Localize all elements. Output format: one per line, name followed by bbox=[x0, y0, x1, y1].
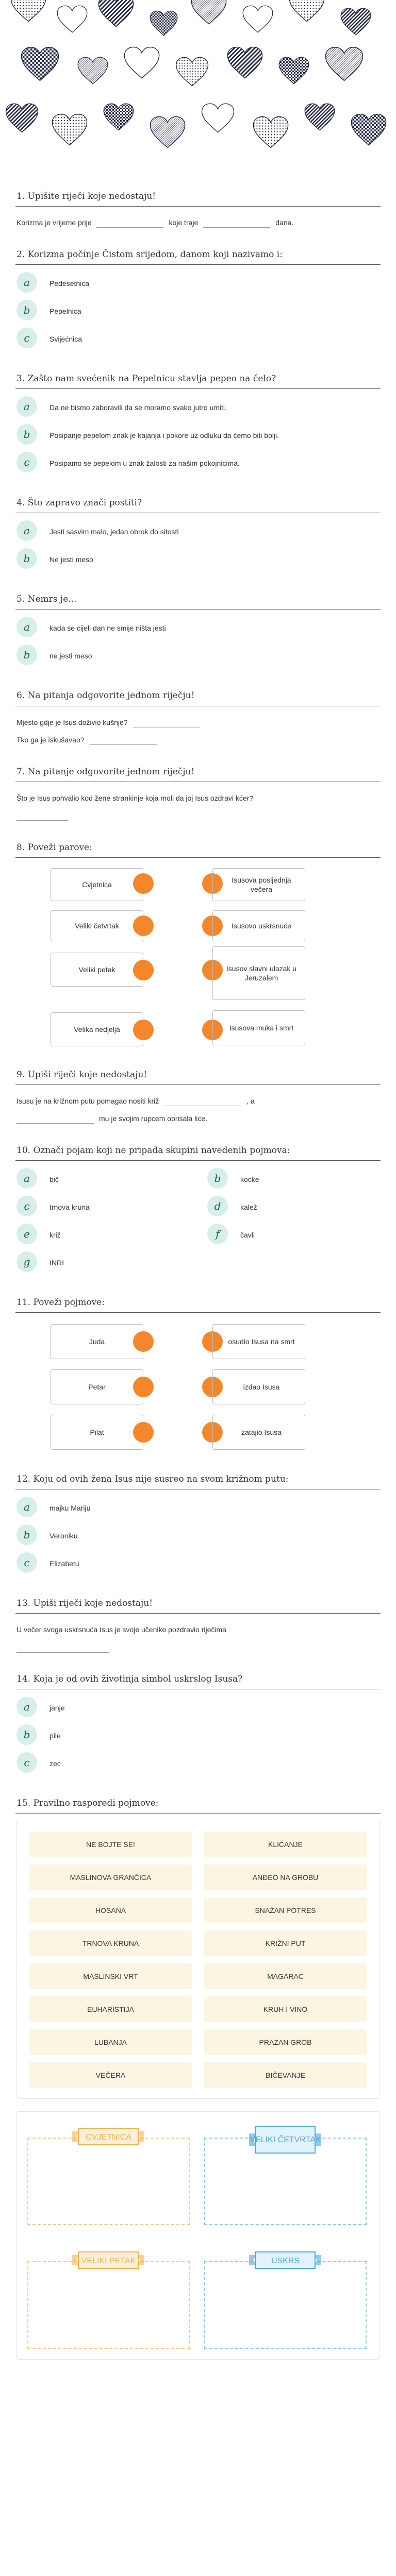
option-letter[interactable]: c bbox=[16, 1552, 37, 1573]
question-title: 2. Korizma počinje Čistom srijedom, danom koji nazivamo i: bbox=[15, 246, 381, 265]
match-left-item[interactable]: Petar bbox=[51, 1369, 143, 1404]
question-title: 15. Pravilno rasporedi pojmove: bbox=[15, 1794, 381, 1814]
question-text: dana. bbox=[275, 218, 294, 227]
question-13 bbox=[15, 1585, 381, 1661]
match-right-item[interactable]: Isusova posljednja večera bbox=[212, 868, 305, 901]
match-row bbox=[16, 1320, 380, 1365]
option-letter[interactable]: a bbox=[16, 272, 37, 293]
draggable-term[interactable]: KLICANJE bbox=[204, 1832, 367, 1857]
draggable-term[interactable]: MASLINOVA GRANČICA bbox=[29, 1865, 192, 1890]
option-text: čavli bbox=[240, 1230, 255, 1239]
hearts-header-image bbox=[0, 0, 396, 178]
draggable-term[interactable]: ANĐEO NA GROBU bbox=[204, 1865, 367, 1890]
answer-option[interactable] bbox=[16, 1251, 187, 1272]
option-text: Pepelnica bbox=[50, 307, 81, 316]
match-row bbox=[16, 903, 380, 946]
draggable-term[interactable]: KRIŽNI PUT bbox=[204, 1930, 367, 1956]
worksheet bbox=[15, 178, 381, 2385]
match-right-item[interactable]: izdao Isusa bbox=[212, 1369, 305, 1404]
answer-option[interactable] bbox=[16, 617, 380, 637]
draggable-term[interactable]: HOSANA bbox=[29, 1897, 192, 1923]
option-letter[interactable]: b bbox=[16, 424, 37, 445]
blank-input[interactable] bbox=[96, 218, 163, 228]
answer-option[interactable] bbox=[16, 548, 380, 569]
term-bank bbox=[16, 1821, 380, 2099]
question-text: Što je Isus pohvalio kod žene strankinje koja moli da joj Isus ozdravi kćer? bbox=[16, 793, 254, 802]
question-title: 11. Poveži pojmove: bbox=[15, 1294, 381, 1313]
option-text: Svijećnica bbox=[50, 335, 82, 344]
option-text: kada se cijeli dan ne smije ništa jesti bbox=[50, 624, 166, 633]
option-text: janje bbox=[50, 1704, 65, 1713]
question-5 bbox=[15, 581, 381, 677]
question-title: 12. Koju od ovih žena Isus nije susreo na svom križnom putu: bbox=[15, 1470, 381, 1489]
question-title: 9. Upiši riječi koje nedostaju! bbox=[15, 1066, 381, 1085]
match-left-item[interactable]: Velika nedjelja bbox=[51, 1012, 143, 1046]
option-letter[interactable]: b bbox=[16, 548, 37, 569]
match-left-item[interactable]: Pilat bbox=[51, 1415, 143, 1450]
draggable-term[interactable]: SNAŽAN POTRES bbox=[204, 1897, 367, 1923]
question-3 bbox=[15, 361, 381, 485]
answer-option[interactable] bbox=[16, 1552, 380, 1573]
option-text: INRI bbox=[50, 1258, 64, 1267]
option-letter[interactable]: a bbox=[16, 396, 37, 417]
question-text: , a bbox=[246, 1096, 255, 1105]
question-10 bbox=[15, 1132, 381, 1284]
option-letter[interactable]: c bbox=[16, 328, 37, 348]
question-title: 5. Nemrs je... bbox=[15, 590, 381, 609]
match-dot[interactable] bbox=[133, 1331, 154, 1352]
blank-input[interactable] bbox=[203, 218, 270, 228]
draggable-term[interactable]: MASLINSKI VRT bbox=[29, 1963, 192, 1989]
match-dot[interactable] bbox=[133, 916, 154, 936]
option-text: Jesti sasvim malo, jedan obrok do sitosti bbox=[50, 528, 179, 536]
question-title: 4. Što zapravo znači postiti? bbox=[15, 494, 381, 513]
question-15 bbox=[15, 1785, 381, 2365]
option-text: kalež bbox=[240, 1202, 257, 1211]
option-letter[interactable]: c bbox=[16, 1196, 37, 1216]
option-letter[interactable]: g bbox=[16, 1251, 37, 1272]
category-label: CVJETNICA bbox=[86, 2133, 131, 2142]
category-drop-zones bbox=[16, 2111, 380, 2360]
drop-zone-veliki-petak[interactable] bbox=[27, 2246, 190, 2349]
option-letter[interactable]: a bbox=[16, 617, 37, 637]
answer-option[interactable] bbox=[16, 396, 380, 417]
blank-input[interactable] bbox=[16, 1114, 94, 1124]
question-text: Mjesto gdje je Isus doživio kušnje? bbox=[16, 718, 128, 726]
option-letter[interactable]: c bbox=[16, 1752, 37, 1773]
blank-input[interactable] bbox=[16, 1643, 109, 1653]
question-8 bbox=[15, 829, 381, 1057]
option-text: Ne jesti meso bbox=[50, 555, 93, 564]
match-row bbox=[16, 946, 380, 1005]
draggable-term[interactable]: LUBANJA bbox=[29, 2029, 192, 2055]
match-row bbox=[16, 1411, 380, 1456]
option-text: Veroniku bbox=[50, 1532, 78, 1540]
draggable-term[interactable]: NE BOJTE SE! bbox=[29, 1832, 192, 1857]
match-row bbox=[16, 1365, 380, 1411]
option-text: križ bbox=[50, 1230, 61, 1239]
option-text: bič bbox=[50, 1175, 59, 1183]
option-text: zec bbox=[50, 1759, 61, 1768]
option-text: kocke bbox=[240, 1175, 259, 1183]
blank-input[interactable] bbox=[164, 1097, 241, 1106]
question-7 bbox=[15, 754, 381, 829]
question-title: 3. Zašto nam svećenik na Pepelnicu stavlja pepeo na čelo? bbox=[15, 370, 381, 389]
match-row bbox=[16, 1005, 380, 1052]
answer-option[interactable] bbox=[16, 1524, 380, 1545]
option-letter[interactable]: b bbox=[16, 1724, 37, 1745]
question-text: Tko ga je iskušavao? bbox=[16, 735, 85, 744]
drop-zone-veliki-cetvrtak[interactable] bbox=[204, 2122, 367, 2225]
answer-option[interactable] bbox=[16, 520, 380, 541]
match-row bbox=[16, 865, 380, 903]
option-letter[interactable]: a bbox=[16, 520, 37, 541]
draggable-term[interactable]: KRUH I VINO bbox=[204, 1996, 367, 2022]
match-right-item[interactable]: Isusovo uskrsnuće bbox=[212, 910, 305, 941]
match-dot[interactable] bbox=[133, 1020, 154, 1040]
draggable-term[interactable]: BIČEVANJE bbox=[204, 2062, 367, 2088]
question-title: 8. Poveži parove: bbox=[15, 839, 381, 858]
answer-option[interactable] bbox=[16, 1752, 380, 1773]
draggable-term[interactable]: PRAZAN GROB bbox=[204, 2029, 367, 2055]
option-text: Pedesetnica bbox=[50, 279, 90, 288]
blank-input[interactable] bbox=[16, 811, 68, 821]
question-1 bbox=[15, 178, 381, 236]
answer-option[interactable] bbox=[16, 424, 380, 445]
option-text: trnova kruna bbox=[50, 1202, 90, 1211]
option-text: Posipamo se pepelom u znak žalosti za našim pokojnicima. bbox=[50, 459, 240, 468]
question-title: 1. Upišite riječi koje nedostaju! bbox=[15, 188, 381, 207]
answer-option[interactable] bbox=[207, 1224, 377, 1244]
answer-option[interactable] bbox=[207, 1196, 377, 1216]
option-letter[interactable]: f bbox=[207, 1224, 228, 1244]
option-letter[interactable]: b bbox=[207, 1168, 228, 1189]
match-right-item[interactable]: zatajio Isusa bbox=[212, 1415, 305, 1450]
match-left-item[interactable]: Cvjetnica bbox=[51, 868, 143, 901]
option-letter[interactable]: a bbox=[16, 1497, 37, 1517]
blank-input[interactable] bbox=[133, 718, 200, 727]
option-text: Elizabetu bbox=[50, 1560, 79, 1568]
answer-option[interactable] bbox=[16, 1168, 187, 1189]
answer-option[interactable] bbox=[16, 1724, 380, 1745]
answer-option[interactable] bbox=[16, 272, 380, 293]
option-letter[interactable]: e bbox=[16, 1224, 37, 1244]
blank-input[interactable] bbox=[90, 736, 157, 745]
question-14 bbox=[15, 1661, 381, 1785]
answer-option[interactable] bbox=[16, 328, 380, 348]
match-left-item[interactable]: Veliki petak bbox=[51, 953, 143, 987]
question-title: 14. Koja je od ovih životinja simbol uskrslog Isusa? bbox=[15, 1670, 381, 1689]
drop-zone-uskrs[interactable] bbox=[204, 2246, 367, 2349]
category-label: VELIKI ČETVRTAK bbox=[250, 2136, 321, 2145]
question-title: 6. Na pitanja odgovorite jednom riječju! bbox=[15, 687, 381, 706]
option-letter[interactable]: d bbox=[207, 1196, 228, 1216]
match-dot[interactable] bbox=[133, 960, 154, 980]
question-title: 7. Na pitanje odgovorite jednom riječju! bbox=[15, 763, 381, 782]
question-title: 10. Označi pojam koji ne pripada skupini navedenih pojmova: bbox=[15, 1142, 381, 1161]
match-right-item[interactable]: osudio Isusa na smrt bbox=[212, 1324, 305, 1359]
drop-zone-cvjetnica[interactable] bbox=[27, 2122, 190, 2225]
match-left-item[interactable]: Veliki četvrtak bbox=[51, 910, 143, 941]
draggable-term[interactable]: EUHARISTIJA bbox=[29, 1996, 192, 2022]
answer-option[interactable] bbox=[16, 300, 380, 320]
match-dot[interactable] bbox=[133, 1422, 154, 1443]
match-dot[interactable] bbox=[133, 873, 154, 894]
option-letter[interactable]: a bbox=[16, 1697, 37, 1717]
answer-option[interactable] bbox=[16, 1497, 380, 1517]
draggable-term[interactable]: MAGARAC bbox=[204, 1963, 367, 1989]
option-letter[interactable]: b bbox=[16, 1524, 37, 1545]
draggable-term[interactable]: TRNOVA KRUNA bbox=[29, 1930, 192, 1956]
answer-option[interactable] bbox=[16, 645, 380, 665]
category-label: USKRS bbox=[271, 2257, 300, 2266]
option-text: Da ne bismo zaboravili da se moramo svako jutro umiti. bbox=[50, 403, 227, 412]
answer-option[interactable] bbox=[16, 452, 380, 472]
option-letter[interactable]: c bbox=[16, 452, 37, 472]
question-text: koje traje bbox=[169, 218, 199, 227]
match-right-item[interactable]: Isusova muka i smrt bbox=[212, 1010, 305, 1045]
question-4 bbox=[15, 485, 381, 581]
question-6 bbox=[15, 677, 381, 753]
question-9 bbox=[15, 1057, 381, 1132]
option-letter[interactable]: a bbox=[16, 1168, 37, 1189]
option-text: ne jesti meso bbox=[50, 652, 92, 660]
option-text: pile bbox=[50, 1732, 61, 1740]
question-2 bbox=[15, 236, 381, 361]
question-text: Korizma je vrijeme prije bbox=[16, 218, 92, 227]
match-dot[interactable] bbox=[133, 1377, 154, 1397]
question-text: mu je svojim rupcem obrisala lice. bbox=[99, 1114, 208, 1123]
question-text: U večer svoga uskrsnuća Isus je svoje učenike pozdravio riječima bbox=[16, 1625, 226, 1634]
answer-option[interactable] bbox=[16, 1697, 380, 1717]
answer-option[interactable] bbox=[16, 1196, 187, 1216]
question-12 bbox=[15, 1461, 381, 1585]
question-title: 13. Upiši riječi koje nedostaju! bbox=[15, 1595, 381, 1614]
answer-option[interactable] bbox=[207, 1168, 377, 1189]
option-letter[interactable]: b bbox=[16, 645, 37, 665]
question-11 bbox=[15, 1284, 381, 1461]
match-right-item[interactable]: Isusov slavni ulazak u Jeruzalem bbox=[212, 946, 305, 1000]
question-text: Isusu je na križnom putu pomagao nositi križ bbox=[16, 1096, 159, 1105]
answer-option[interactable] bbox=[16, 1224, 187, 1244]
option-text: Posipanje pepelom znak je kajanja i pokore uz odluku da ćemo biti bolji. bbox=[50, 431, 279, 440]
match-left-item[interactable]: Juda bbox=[51, 1324, 143, 1359]
category-label: VELIKI PETAK bbox=[81, 2257, 136, 2266]
option-letter[interactable]: b bbox=[16, 300, 37, 320]
option-text: majku Mariju bbox=[50, 1504, 91, 1513]
draggable-term[interactable]: VEČERA bbox=[29, 2062, 192, 2088]
